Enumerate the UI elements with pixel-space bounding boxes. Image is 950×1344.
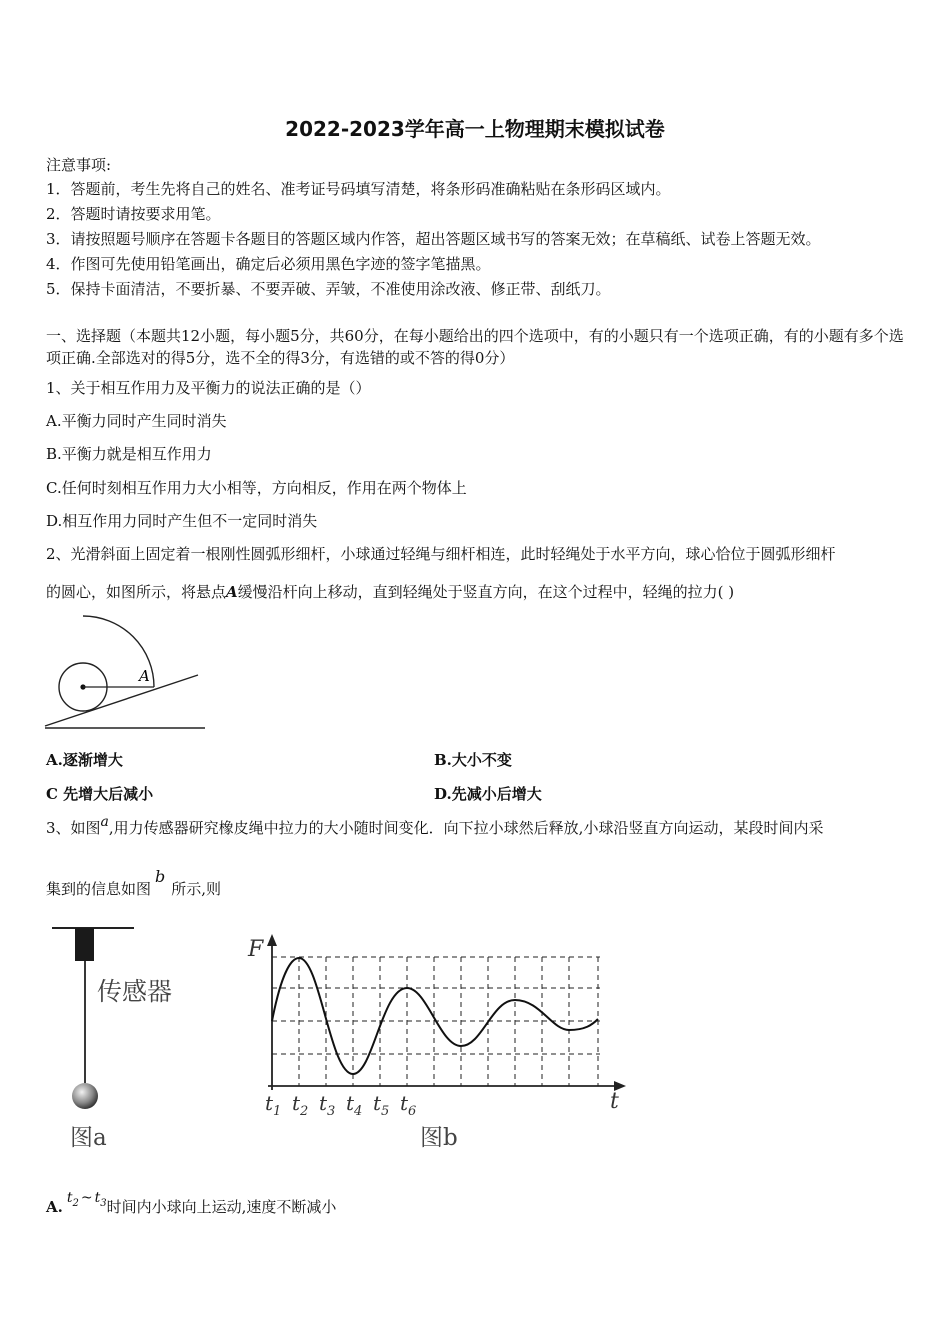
tick-label-t2: $t_2$ (292, 1091, 309, 1119)
q3-stem-text: ,用力传感器研究橡皮绳中拉力的大小随时间变化．向下拉小球然后释放,小球沿竖直方向运动，某段时间内采 (108, 819, 824, 837)
q3-stem-line1 (46, 814, 824, 838)
q1-stem: 1、关于相互作用力及平衡力的说法正确的是（） (46, 379, 371, 397)
q2-stem-line2 (46, 581, 734, 602)
q2-figure (40, 610, 220, 735)
notice-heading: 注意事项: (46, 156, 112, 174)
q1-option-c: C.任何时刻相互作用力大小相等，方向相反，作用在两个物体上 (46, 479, 467, 497)
tick-subscript: 6 (408, 1104, 417, 1119)
q1-option-d: D.相互作用力同时产生但不一定同时消失 (46, 512, 318, 530)
q2-option-c: C 先增大后减小 (46, 785, 154, 803)
tick-subscript: 3 (327, 1104, 336, 1119)
q3-figure-a (48, 920, 198, 1155)
tick-label-t3: $t_3$ (319, 1091, 336, 1119)
q3-option-a-tilde: ~ (80, 1190, 93, 1206)
tick-subscript: 2 (300, 1104, 309, 1119)
q3-option-a (46, 1186, 337, 1216)
sensor-block (75, 928, 94, 961)
q2-option-b: B.大小不变 (434, 751, 512, 769)
page-title: 2022-2023学年高一上物理期末模拟试卷 (285, 117, 665, 141)
q3-option-a-t-start: $t_2$ (66, 1190, 79, 1209)
q3-stem-text: 所示,则 (171, 880, 222, 898)
force-curve (272, 958, 598, 1074)
q2-option-d: D.先减小后增大 (434, 785, 542, 803)
q2-stem-line1: 2、光滑斜面上固定着一根刚性圆弧形细杆，小球通过轻绳与细杆相连，此时轻绳处于水平方向，球心恰位于圆弧形细杆 (46, 545, 836, 563)
q3-option-a-t-end: $t_3$ (94, 1190, 107, 1209)
tick-label-t4: $t_4$ (346, 1091, 363, 1119)
notice-item: 4．作图可先使用铅笔画出，确定后必须用黑色字迹的签字笔描黑。 (46, 255, 491, 273)
q3-stem-text: 3、如图 (46, 819, 101, 837)
point-a-label: A (139, 667, 150, 685)
notice-item: 2．答题时请按要求用笔。 (46, 205, 221, 223)
time-subscript: 3 (100, 1197, 107, 1209)
notice-item: 3．请按照题号顺序在答题卡各题目的答题区域内作答，超出答题区域书写的答案无效；在草稿纸、试卷上答题无效。 (46, 230, 821, 248)
q3-fig-b-var: b (155, 867, 166, 886)
q2-stem-text: 的圆心，如图所示，将悬点 (46, 583, 227, 601)
incline-surface (45, 675, 198, 726)
q1-option-a: A.平衡力同时产生同时消失 (46, 412, 227, 430)
tick-subscript: 1 (273, 1104, 282, 1119)
sensor-label: 传感器 (97, 977, 173, 1006)
tick-subscript: 5 (381, 1104, 390, 1119)
y-axis-arrow (267, 934, 277, 946)
x-tick-labels (265, 1091, 416, 1119)
hanging-ball (72, 1083, 98, 1109)
q3-stem-text: 集到的信息如图 (46, 880, 152, 898)
time-subscript: 2 (72, 1197, 79, 1209)
q3-figure-b (240, 930, 640, 1155)
x-axis-label: t (610, 1089, 619, 1114)
tick-label-t1: $t_1$ (265, 1091, 282, 1119)
q3-option-a-prefix: A. (46, 1198, 63, 1216)
y-axis-label: F (248, 937, 264, 962)
tick-label-t6: $t_6$ (400, 1091, 417, 1119)
q2-option-a: A.逐渐增大 (46, 751, 123, 769)
notice-item: 1．答题前，考生先将自己的姓名、准考证号码填写清楚，将条形码准确粘贴在条形码区域内。 (46, 180, 671, 198)
section-heading: 一、选择题（本题共12小题，每小题5分，共60分，在每小题给出的四个选项中，有的小题只有一个选项正确，有的小题有多个选项正确.全部选对的得5分，选不全的得3分，有选错的或不答的得0分） (46, 327, 904, 367)
notice-item: 5．保持卡面清洁，不要折暴、不要弄破、弄皱，不准使用涂改液、修正带、刮纸刀。 (46, 280, 611, 298)
tick-subscript: 4 (354, 1104, 363, 1119)
figure-a-caption: 图a (70, 1125, 107, 1151)
q2-stem-text: 缓慢沿杆向上移动，直到轻绳处于竖直方向，在这个过程中，轻绳的拉力( ) (237, 583, 735, 601)
figure-b-caption: 图b (420, 1125, 458, 1151)
q3-fig-a-var: a (100, 814, 109, 830)
q3-option-a-text: 时间内小球向上运动,速度不断减小 (106, 1198, 337, 1216)
q1-option-b: B.平衡力就是相互作用力 (46, 445, 212, 463)
q3-stem-line2 (46, 867, 222, 899)
q2-point-label: A (226, 583, 238, 601)
tick-label-t5: $t_5$ (373, 1091, 390, 1119)
